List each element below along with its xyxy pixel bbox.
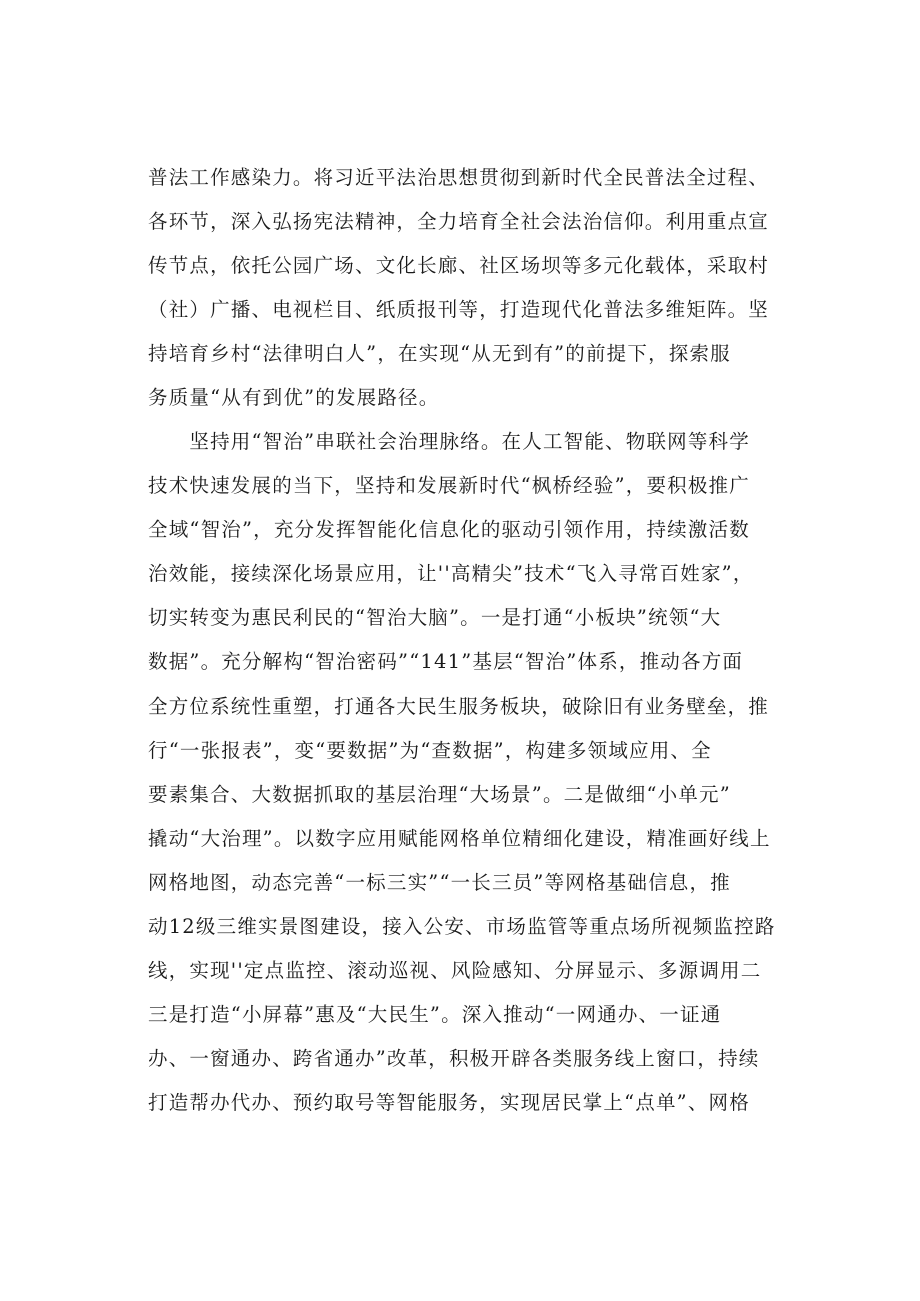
text-line: 治效能，接续深化场景应用，让''高精尖”技术“飞入寻常百姓家”，	[148, 562, 754, 586]
text-line: 持培育乡村“法律明白人”，在实现“从无到有”的前提下，探索服	[148, 342, 731, 366]
text-line: 线，实现''定点监控、滚动巡视、风险感知、分屏显示、多源调用二	[148, 959, 762, 983]
text-line: 办、一窗通办、跨省通办”改革，积极开辟各类服务线上窗口，持续	[148, 1047, 760, 1071]
text-line: 网格地图，动态完善“一标三实”“一长三员”等网格基础信息，推	[148, 870, 731, 894]
text-line: 撬动“大治理”。以数字应用赋能网格单位精细化建设，精准画好线上	[148, 826, 771, 850]
text-line: 打造帮办代办、预约取号等智能服务，实现居民掌上“点单”、网格	[148, 1091, 750, 1115]
text-line: 传节点，依托公园广场、文化长廊、社区场坝等多元化载体，采取村	[148, 254, 770, 278]
text-line: 技术快速发展的当下，坚持和发展新时代“枫桥经验”，要积极推广	[148, 474, 750, 498]
text-line: 行“一张报表”，变“要数据”为“查数据”，构建多领域应用、全	[148, 738, 712, 762]
paragraph-2	[148, 420, 798, 1126]
text-line: 要素集合、大数据抓取的基层治理“大场景”。二是做细“小单元”	[148, 782, 731, 806]
text-line: 普法工作感染力。将习近平法治思想贯彻到新时代全民普法全过程、	[148, 166, 770, 189]
text-line: 各环节，深入弘扬宪法精神，全力培育全社会法治信仰。利用重点宣	[148, 210, 770, 234]
text-line: 切实转变为惠民利民的“智治大脑”。一是打通“小板块”统领“大	[148, 606, 722, 630]
text-line: 数据”。充分解构“智治密码”“141”基层“智治”体系，推动各方面	[148, 650, 744, 674]
text-line: 全域“智治”，充分发挥智能化信息化的驱动引领作用，持续激活数	[148, 518, 750, 542]
text-line: 三是打造“小屏幕”惠及“大民生”。深入推动“一网通办、一证通	[148, 1003, 722, 1027]
text-line: 全方位系统性重塑，打通各大民生服务板块，破除旧有业务壁垒，推	[148, 694, 770, 718]
text-line: 动12级三维实景图建设，接入公安、市场监管等重点场所视频监控路	[148, 915, 776, 939]
text-line: 务质量“从有到优”的发展路径。	[148, 386, 440, 410]
text-line: （社）广播、电视栏目、纸质报刊等，打造现代化普法多维矩阵。坚	[148, 298, 770, 322]
paragraph-1	[148, 156, 798, 421]
text-line: 坚持用“智治”串联社会治理脉络。在人工智能、物联网等科学	[148, 430, 750, 453]
